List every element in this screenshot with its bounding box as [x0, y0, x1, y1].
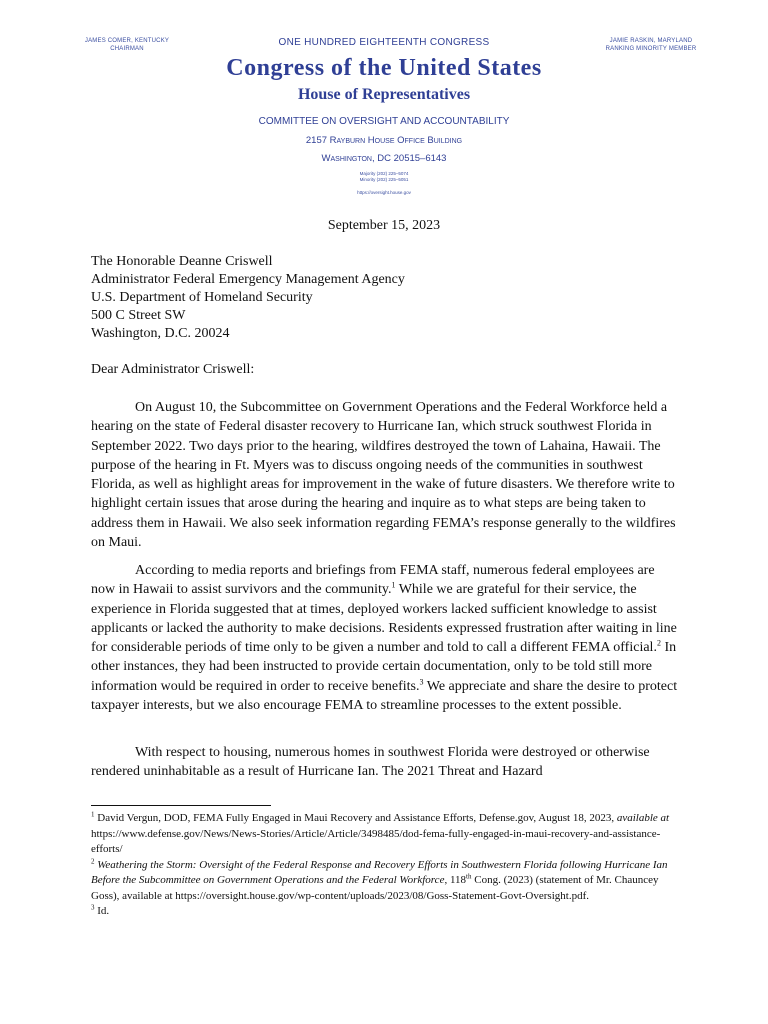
chairman-name: JAMES COMER, KENTUCKY [84, 38, 170, 44]
salutation: Dear Administrator Criswell: [91, 362, 255, 377]
footnote-italic: available at [616, 812, 670, 824]
footnote-text: , 118 [444, 874, 467, 886]
ranking-member-name: JAMIE RASKIN, MARYLAND [609, 38, 693, 44]
footnote-number: 3 [91, 903, 95, 912]
phone-majority: Majority (202) 225–5074 [359, 171, 409, 176]
footnote-number: 1 [91, 810, 95, 819]
addressee-line: The Honorable Deanne Criswell [91, 254, 273, 269]
addressee-line: 500 C Street SW [91, 308, 186, 323]
ranking-member-title: RANKING MINORITY MEMBER [605, 46, 697, 52]
committee-name: COMMITTEE ON OVERSIGHT AND ACCOUNTABILITY [258, 116, 510, 127]
paragraph-1: On August 10, the Subcommittee on Government Operations and the Federal Workforce held a hearing on the state of Federal disaster recovery to Hurricane Ian, which struck southwest Florida in September 2022. Two days prior to the hearing, wildfires destroyed the town of Lahaina, Hawaii. The purpose of the hearing in Ft. Myers was to discuss ongoing needs of the communities in southwest Florida, as well as highlight areas for improvement in the wake of future disasters. We therefore write to highlight certain issues that arose during the hearing and inquire as to what steps are being taken to address them in Hawaii. We also seek information regarding FEMA’s response generally to the wildfires on Maui. [91, 400, 676, 551]
address-line-2: Washington, DC 20515–6143 [321, 153, 447, 164]
paragraph-2-text: While we are grateful for their service, the experience in Florida suggested that at times, deployed workers lacked sufficient knowledge to assist applicants or lacked the authority to make decisions. Residents expressed frustration after waiting in line for considerable periods of time only to be given a number and told to call a different FEMA official. [91, 582, 677, 656]
addressee-line: U.S. Department of Homeland Security [91, 290, 313, 305]
congress-number: ONE HUNDRED EIGHTEENTH CONGRESS [278, 37, 490, 48]
footnote-number: 2 [91, 856, 95, 865]
footnotes [91, 811, 681, 920]
footnote-ref-1[interactable]: 1 [391, 580, 396, 590]
paragraph-2-text: In other instances, they had been instructed to provide certain documentation, only to be told still more information would be required in order to receive benefits. [91, 640, 677, 694]
house-title: House of Representatives [297, 86, 471, 103]
footnote-divider [91, 805, 271, 806]
footnote-3 [91, 904, 681, 920]
footnote-ref-2[interactable]: 2 [656, 638, 661, 648]
footnote-link[interactable]: https://www.defense.gov/News/News-Stories/Article/Article/3498485/dod-fema-fully-engaged-in-maui-recovery-and-assistance-efforts/ [91, 827, 661, 855]
paragraph-2-text: We appreciate and share the desire to protect taxpayer interests, but we also encourage FEMA to streamline processes to the extent possible. [91, 678, 678, 714]
footnote-italic: Weathering the Storm: Oversight of the Federal Response and Recovery Efforts in Southwestern Florida following Hurricane Ian Before the Subcommittee on Government Operations and the Federal Workforce [91, 858, 668, 886]
addressee-block [91, 253, 405, 343]
congress-title: Congress of the United States [226, 55, 542, 81]
phone-minority: Minority (202) 225–5051 [359, 177, 409, 182]
paragraph-2 [91, 561, 679, 715]
footnote-text: David Vergun, DOD, FEMA Fully Engaged in Maui Recovery and Assistance Efforts, Defense.gov, August 18, 2023, [94, 812, 617, 824]
address-line-1: 2157 Rayburn House Office Building [305, 135, 463, 146]
chairman-title: CHAIRMAN [110, 46, 144, 52]
footnote-text: Id. [94, 905, 110, 917]
addressee-line: Washington, D.C. 20024 [91, 326, 230, 341]
addressee-line: Administrator Federal Emergency Management Agency [91, 272, 405, 287]
footnote-ref-3[interactable]: 3 [419, 677, 424, 687]
footnote-1 [91, 811, 681, 858]
website-link[interactable]: https://oversight.house.gov [357, 190, 411, 195]
paragraph-3: With respect to housing, numerous homes in southwest Florida were destroyed or otherwise rendered uninhabitable as a result of Hurricane Ian. The 2021 Threat and Hazard [91, 745, 650, 780]
phone-numbers [0, 171, 768, 183]
footnote-2 [91, 858, 681, 905]
paragraph-2-text: According to media reports and briefings from FEMA staff, numerous federal employees are now in Hawaii to assist survivors and the community. [91, 563, 655, 598]
footnote-link[interactable]: Cong. (2023) (statement of Mr. Chauncey Goss), available at https://oversight.house.gov/wp-content/uploads/2023/08/Goss-Statement-Govt-Oversight.pdf. [91, 874, 659, 902]
footnote-ordinal: th [466, 872, 472, 881]
letter-date: September 15, 2023 [327, 218, 441, 233]
